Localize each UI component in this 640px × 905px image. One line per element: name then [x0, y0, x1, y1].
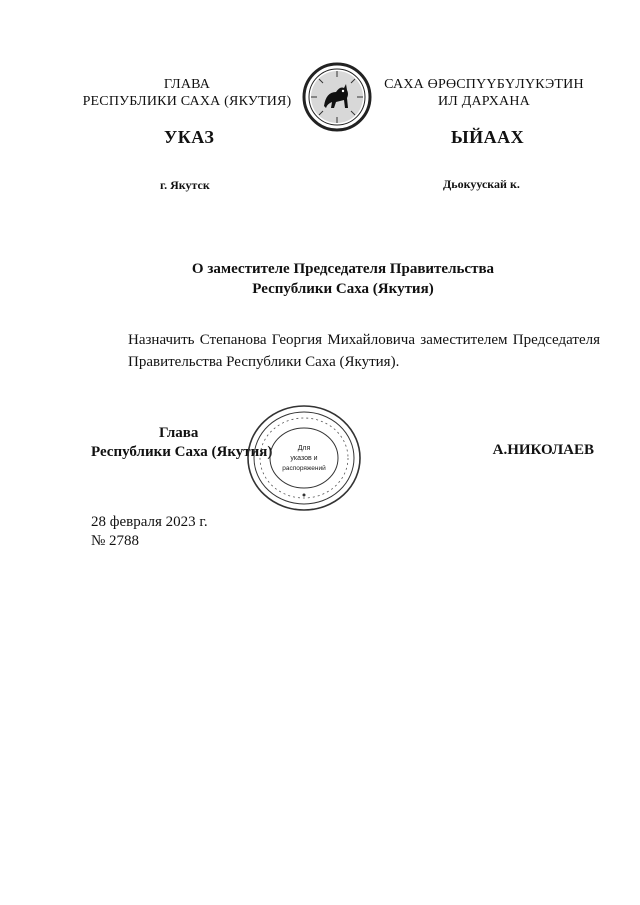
city-ru: г. Якутск — [160, 178, 210, 192]
decree-title-line-1: О заместителе Председателя Правительства — [191, 261, 495, 277]
signatory-title-line-1: Глава — [159, 425, 199, 441]
doc-type-sakha: ЫЙААХ — [451, 127, 525, 147]
decree-title-line-2: Республики Саха (Якутия) — [252, 281, 434, 297]
seal-center-line-2: указов и — [290, 455, 318, 462]
issuer-header-ru — [82, 76, 292, 110]
issuer-line-2-sakha: ИЛ ДАРХАНА — [437, 94, 530, 109]
official-seal-stamp — [245, 403, 363, 513]
signatory-name: А.НИКОЛАЕВ — [492, 442, 594, 458]
doc-type-ru: УКАЗ — [164, 127, 215, 147]
signatory-title-line-2: Республики Саха (Якутия) — [91, 444, 273, 460]
city-sakha: Дьокуускай к. — [443, 177, 520, 191]
issuer-line-2: РЕСПУБЛИКИ САХА (ЯКУТИЯ) — [82, 94, 292, 109]
decree-number: № 2788 — [91, 533, 140, 549]
decree-body — [90, 329, 600, 373]
issuer-line-1-sakha: САХА ӨРӨСПҮҮБҮЛҮКЭТИН — [384, 77, 584, 92]
decree-date: 28 февраля 2023 г. — [91, 514, 208, 530]
decree-body-text: Назначить Степанова Георгия Михайловича заместителем Председателя Правительства Республики Саха (Якутия). — [128, 332, 600, 370]
seal-center-line-1: Для — [297, 445, 311, 452]
seal-center-line-3: распоряжений — [282, 465, 326, 472]
issuer-line-1: ГЛАВА — [163, 77, 211, 92]
coat-of-arms-icon — [302, 62, 372, 132]
decree-footer — [91, 513, 208, 551]
issuer-header-sakha — [378, 76, 590, 110]
decree-title — [0, 259, 640, 299]
